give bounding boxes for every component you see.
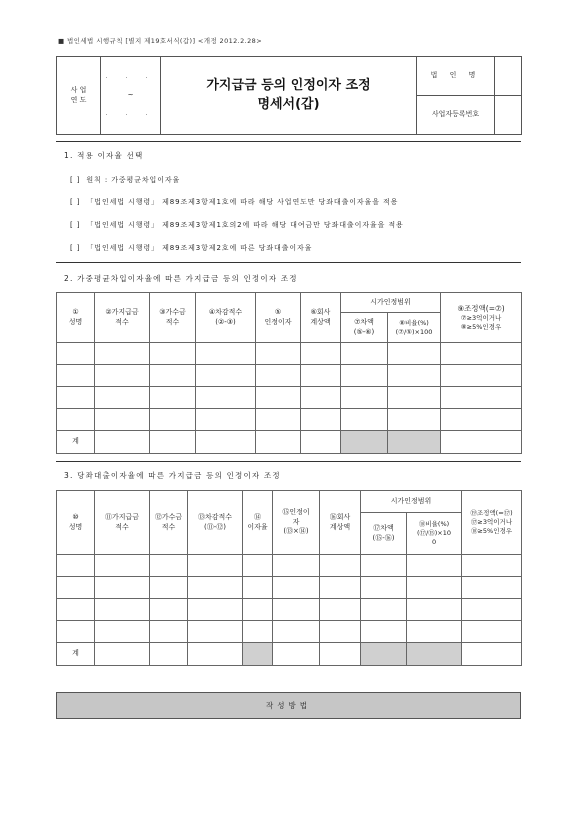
col-name-header: ⑩ 성명 (57, 491, 95, 555)
col-ratio-header: ⑧비율(%) (⑦/⑤)×100 (388, 313, 441, 343)
shaded-cell (407, 643, 462, 666)
col-company-header: ⑥회사 계상액 (301, 293, 341, 343)
market-range-header: 시가인정범위 (361, 491, 462, 513)
col-diff-header: ④차감적수 (②-③) (196, 293, 256, 343)
col-gap-header: ⑦차액 (⑤-⑥) (341, 313, 388, 343)
col-rate-header: ⑭ 이자율 (243, 491, 273, 555)
section3-title: 3. 당좌대출이자율에 따른 가지급금 등의 인정이자 조정 (64, 471, 281, 480)
col-interest-header: ⑤ 인정이자 (256, 293, 301, 343)
writing-instructions-bar: 작성방법 (56, 692, 521, 719)
range-tilde: ~ (127, 90, 134, 99)
table-row (57, 621, 522, 643)
option-3-label: 「법인세법 시행령」 제89조제3항제1호의2에 따라 해당 대여금만 당좌대출이자율을 적용 (86, 221, 404, 229)
option-3-checkbox[interactable]: [ ] (70, 221, 81, 229)
fiscal-year-label: 사 업 연 도 (57, 57, 101, 135)
form-header-note: ■ 법인세법 시행규칙 [별지 제19호서식(갑)] <개정 2012.2.28> (58, 37, 263, 45)
col-name-header: ① 성명 (57, 293, 95, 343)
section3-top-rule (56, 461, 521, 462)
market-range-header: 시가인정범위 (341, 293, 441, 313)
corp-name-field[interactable] (495, 57, 522, 96)
document-title: 가지급금 등의 인정이자 조정 명세서(갑) (161, 57, 417, 135)
table-row (57, 409, 522, 431)
biz-no-label: 사업자등록번호 (417, 96, 495, 135)
option-3[interactable] (70, 220, 404, 230)
table-row (57, 343, 522, 365)
title-box (56, 56, 522, 135)
col-adjust-header: ⑨조정액(=⑦) ⑦≥3억이거나 ⑧≥5%인경우 (441, 293, 522, 343)
option-4[interactable] (70, 243, 312, 253)
total-label: 계 (57, 643, 95, 666)
start-date-dots: . . . (105, 72, 156, 80)
col-diff-header: ⑬차감적수 (⑪-⑫) (188, 491, 243, 555)
col-deposit-header: ③가수금 적수 (150, 293, 196, 343)
col-interest-header: ⑮인정이 자 (⑬×⑭) (273, 491, 320, 555)
table-row (57, 387, 522, 409)
corp-name-label: 법 인 명 (417, 57, 495, 96)
section2-top-rule (56, 262, 521, 263)
col-company-header: ⑯회사 계상액 (320, 491, 361, 555)
shaded-cell (243, 643, 273, 666)
option-2-checkbox[interactable]: [ ] (70, 198, 81, 206)
section1-top-rule (56, 141, 521, 142)
section1-title: 1. 적용 이자율 선택 (64, 151, 144, 160)
shaded-cell (341, 431, 388, 454)
end-date-dots: . . . (105, 110, 156, 118)
col-gap-header: ⑰차액 (⑮-⑯) (361, 513, 407, 555)
shaded-cell (388, 431, 441, 454)
shaded-cell (361, 643, 407, 666)
table-row (57, 555, 522, 577)
total-row (57, 431, 522, 454)
section3-table (56, 490, 522, 666)
table-row (57, 599, 522, 621)
option-1-label: 원칙 : 가중평균차입이자율 (86, 176, 181, 184)
option-2[interactable] (70, 197, 398, 207)
fiscal-year-range[interactable] (101, 57, 161, 135)
col-adjust-header: ⑲조정액(=⑰) ⑰≥3억이거나 ⑱≥5%인경우 (462, 491, 522, 555)
option-4-checkbox[interactable]: [ ] (70, 244, 81, 252)
option-1-checkbox[interactable]: [ ] (70, 176, 81, 184)
col-deposit-header: ⑫가수금 적수 (150, 491, 188, 555)
option-1[interactable] (70, 175, 180, 185)
col-advance-header: ②가지급금 적수 (95, 293, 150, 343)
table-row (57, 577, 522, 599)
total-row (57, 643, 522, 666)
table-row (57, 365, 522, 387)
biz-no-field[interactable] (495, 96, 522, 135)
option-4-label: 「법인세법 시행령」 제89조제3항제2호에 따른 당좌대출이자율 (86, 244, 313, 252)
option-2-label: 「법인세법 시행령」 제89조제3항제1호에 따라 해당 사업연도만 당좌대출이자율을 적용 (86, 198, 399, 206)
col-advance-header: ⑪가지급금 적수 (95, 491, 150, 555)
section2-table (56, 292, 522, 454)
col-ratio-header: ⑱비율(%) (⑰/⑮)×10 0 (407, 513, 462, 555)
total-label: 계 (57, 431, 95, 454)
section2-title: 2. 가중평균차입이자율에 따른 가지급금 등의 인정이자 조정 (64, 274, 298, 283)
